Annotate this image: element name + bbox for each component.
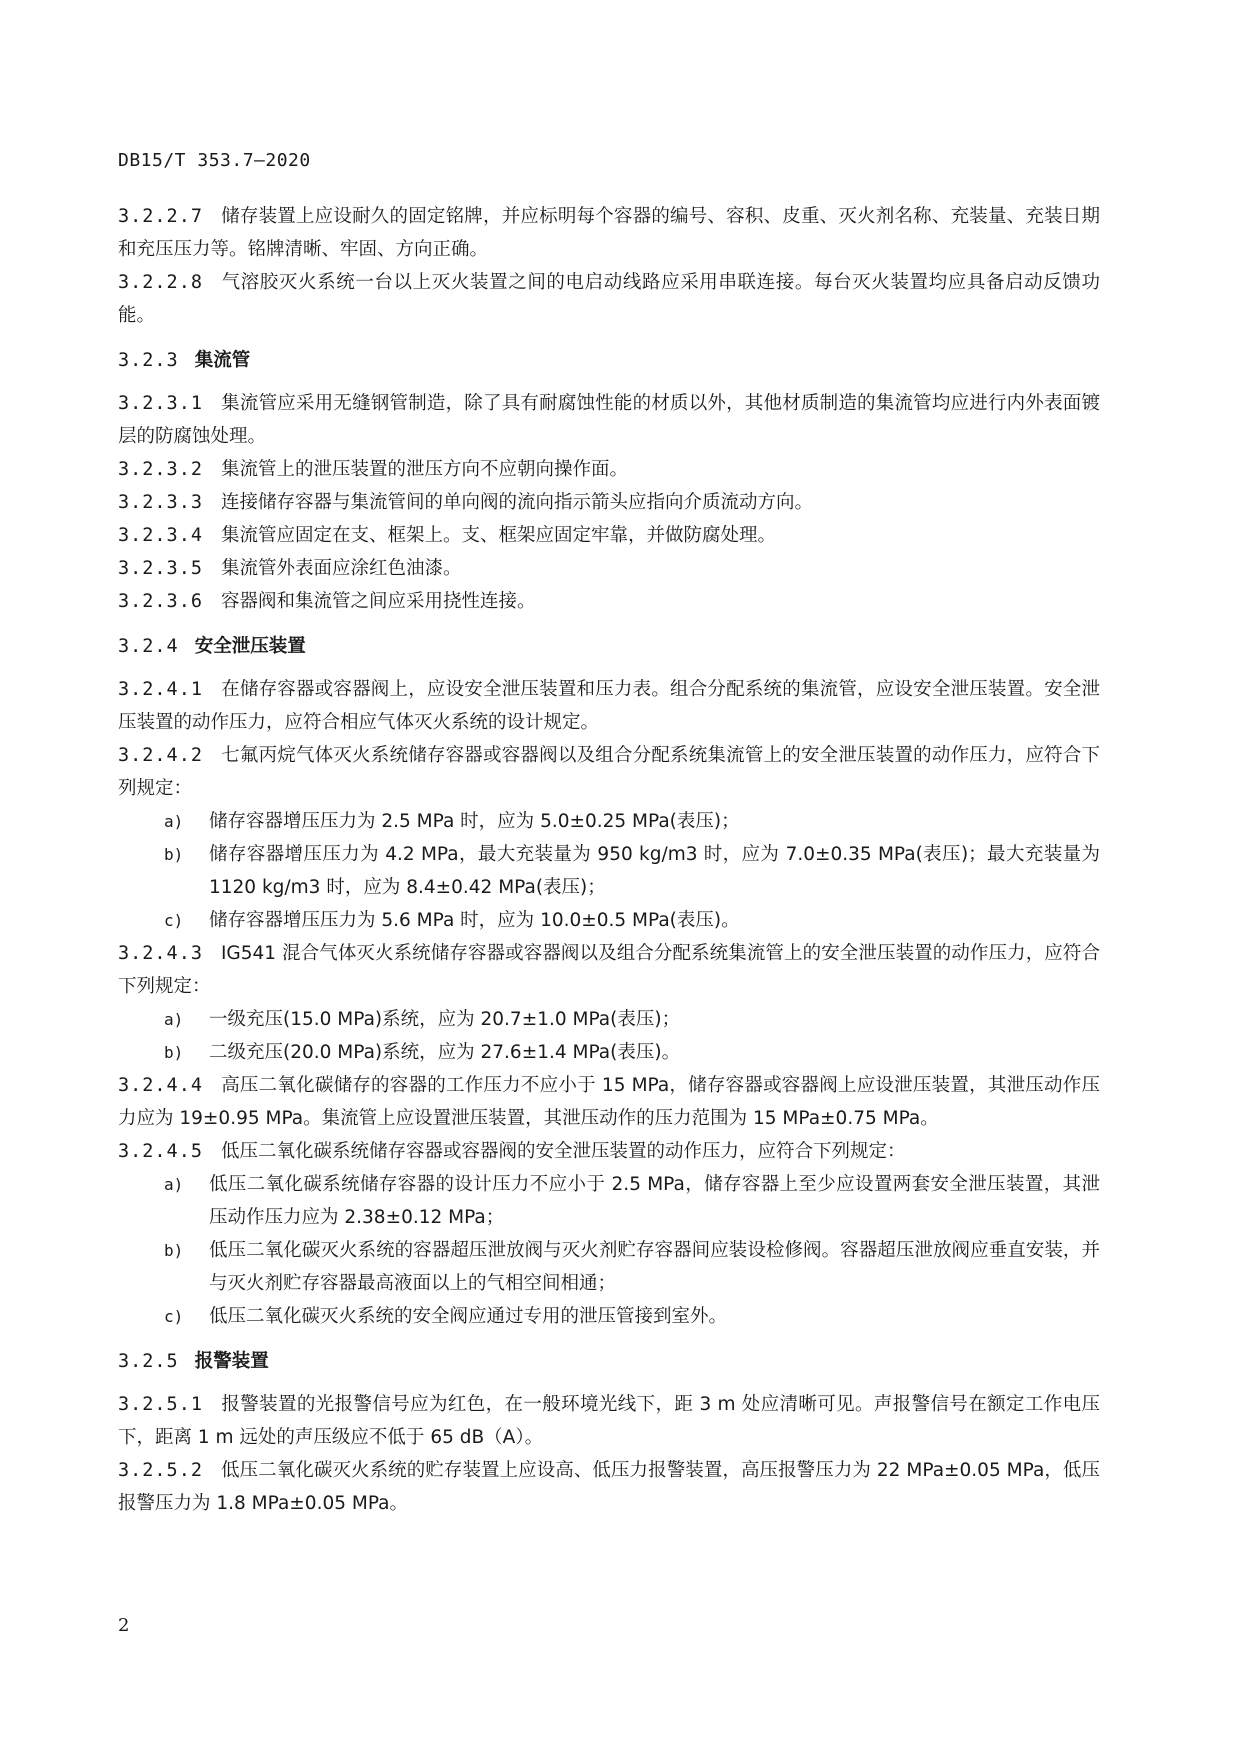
list-label: a) bbox=[164, 812, 184, 831]
list-item bbox=[164, 805, 1100, 838]
heading-title: 安全泄压装置 bbox=[194, 636, 306, 657]
clause-number: 3.2.3.5 bbox=[118, 558, 203, 579]
list-item bbox=[164, 1234, 1100, 1300]
clause-number: 3.2.4.4 bbox=[118, 1075, 203, 1096]
clause-text: 储存装置上应设耐久的固定铭牌，并应标明每个容器的编号、容积、皮重、灭火剂名称、充装量、充装日期和充压压力等。铭牌清晰、牢固、方向正确。 bbox=[118, 206, 1100, 260]
clause-number: 3.2.3.6 bbox=[118, 591, 203, 612]
clause-text: 低压二氧化碳系统储存容器或容器阀的安全泄压装置的动作压力，应符合下列规定： bbox=[220, 1141, 906, 1162]
clause-3-2-5-1 bbox=[118, 1388, 1100, 1454]
clause-3-2-3-4 bbox=[118, 519, 1100, 552]
heading-title: 报警装置 bbox=[194, 1351, 269, 1372]
clause-3-2-2-7 bbox=[118, 200, 1100, 266]
list-item bbox=[164, 1036, 1100, 1069]
heading-3-2-4 bbox=[118, 630, 1100, 663]
heading-3-2-5 bbox=[118, 1345, 1100, 1378]
clause-text: 连接储存容器与集流管间的单向阀的流向指示箭头应指向介质流动方向。 bbox=[220, 492, 813, 513]
doc-id-header: DB15/T 353.7—2020 bbox=[118, 150, 311, 171]
clause-text: 报警装置的光报警信号应为红色，在一般环境光线下，距 3 m 处应清晰可见。声报警信号在额定工作电压下，距离 1 m 远处的声压级应不低于 65 dB（A）。 bbox=[118, 1394, 1100, 1448]
list-label: b) bbox=[164, 845, 184, 864]
clause-number: 3.2.4.2 bbox=[118, 745, 203, 766]
heading-3-2-3 bbox=[118, 344, 1100, 377]
clause-text: 集流管应采用无缝钢管制造，除了具有耐腐蚀性能的材质以外，其他材质制造的集流管均应进行内外表面镀层的防腐蚀处理。 bbox=[118, 393, 1100, 447]
clause-3-2-3-6 bbox=[118, 585, 1100, 618]
clause-3-2-3-5 bbox=[118, 552, 1100, 585]
clause-number: 3.2.5.2 bbox=[118, 1460, 203, 1481]
clause-text: 集流管应固定在支、框架上。支、框架应固定牢靠，并做防腐处理。 bbox=[220, 525, 776, 546]
list-text: 储存容器增压压力为 2.5 MPa 时，应为 5.0±0.25 MPa(表压)； bbox=[209, 811, 740, 832]
clause-number: 3.2.4.5 bbox=[118, 1141, 203, 1162]
clause-3-2-3-2 bbox=[118, 453, 1100, 486]
list-label: c) bbox=[164, 911, 184, 930]
clause-text: 集流管上的泄压装置的泄压方向不应朝向操作面。 bbox=[220, 459, 628, 480]
clause-3-2-2-8 bbox=[118, 266, 1100, 332]
clause-3-2-3-3 bbox=[118, 486, 1100, 519]
list-item bbox=[164, 838, 1100, 904]
clause-text: IG541 混合气体灭火系统储存容器或容器阀以及组合分配系统集流管上的安全泄压装置的动作压力，应符合下列规定： bbox=[118, 943, 1100, 997]
clause-number: 3.2.4.1 bbox=[118, 679, 203, 700]
clause-3-2-4-1 bbox=[118, 673, 1100, 739]
clause-number: 3.2.3.2 bbox=[118, 459, 203, 480]
list-text: 储存容器增压压力为 5.6 MPa 时，应为 10.0±0.5 MPa(表压)。 bbox=[209, 910, 740, 931]
clause-3-2-3-1 bbox=[118, 387, 1100, 453]
clause-3-2-4-2 bbox=[118, 739, 1100, 805]
clause-3-2-5-2 bbox=[118, 1454, 1100, 1520]
clause-number: 3.2.3.4 bbox=[118, 525, 203, 546]
list-text: 储存容器增压压力为 4.2 MPa，最大充装量为 950 kg/m3 时，应为 7.0±0.35 MPa(表压)；最大充装量为 1120 kg/m3 时，应为 8.4±0.42 MPa(表压)； bbox=[209, 844, 1100, 898]
clause-number: 3.2.3.3 bbox=[118, 492, 203, 513]
heading-title: 集流管 bbox=[194, 350, 251, 371]
clause-text: 高压二氧化碳储存的容器的工作压力不应小于 15 MPa，储存容器或容器阀上应设泄压装置，其泄压动作压力应为 19±0.95 MPa。集流管上应设置泄压装置，其泄压动作的压力范围为 15 MPa±0.75 MPa。 bbox=[118, 1075, 1100, 1129]
clause-text: 气溶胶灭火系统一台以上灭火装置之间的电启动线路应采用串联连接。每台灭火装置均应具备启动反馈功能。 bbox=[118, 272, 1100, 326]
heading-number: 3.2.5 bbox=[118, 1351, 179, 1372]
clause-number: 3.2.4.3 bbox=[118, 943, 203, 964]
list-text: 低压二氧化碳系统储存容器的设计压力不应小于 2.5 MPa，储存容器上至少应设置两套安全泄压装置，其泄压动作压力应为 2.38±0.12 MPa； bbox=[209, 1174, 1100, 1228]
list-text: 低压二氧化碳灭火系统的安全阀应通过专用的泄压管接到室外。 bbox=[209, 1306, 728, 1327]
document-body bbox=[118, 200, 1100, 1520]
list-item bbox=[164, 1003, 1100, 1036]
list-label: b) bbox=[164, 1241, 184, 1260]
list-label: a) bbox=[164, 1175, 184, 1194]
list-item bbox=[164, 1168, 1100, 1234]
list-label: c) bbox=[164, 1307, 184, 1326]
clause-text: 集流管外表面应涂红色油漆。 bbox=[220, 558, 462, 579]
clause-number: 3.2.2.7 bbox=[118, 206, 203, 227]
clause-text: 容器阀和集流管之间应采用挠性连接。 bbox=[220, 591, 536, 612]
clause-text: 在储存容器或容器阀上，应设安全泄压装置和压力表。组合分配系统的集流管，应设安全泄压装置。安全泄压装置的动作压力，应符合相应气体灭火系统的设计规定。 bbox=[118, 679, 1100, 733]
list-label: a) bbox=[164, 1010, 184, 1029]
page-number: 2 bbox=[118, 1615, 130, 1636]
heading-number: 3.2.4 bbox=[118, 636, 179, 657]
clause-number: 3.2.3.1 bbox=[118, 393, 203, 414]
clause-number: 3.2.5.1 bbox=[118, 1394, 203, 1415]
clause-3-2-4-5 bbox=[118, 1135, 1100, 1168]
list-item bbox=[164, 1300, 1100, 1333]
list-text: 低压二氧化碳灭火系统的容器超压泄放阀与灭火剂贮存容器间应装设检修阀。容器超压泄放阀应垂直安装，并与灭火剂贮存容器最高液面以上的气相空间相通； bbox=[209, 1240, 1100, 1294]
clause-text: 低压二氧化碳灭火系统的贮存装置上应设高、低压力报警装置，高压报警压力为 22 MPa±0.05 MPa，低压报警压力为 1.8 MPa±0.05 MPa。 bbox=[118, 1460, 1100, 1514]
list-label: b) bbox=[164, 1043, 184, 1062]
list-item bbox=[164, 904, 1100, 937]
clause-text: 七氟丙烷气体灭火系统储存容器或容器阀以及组合分配系统集流管上的安全泄压装置的动作压力，应符合下列规定： bbox=[118, 745, 1100, 799]
heading-number: 3.2.3 bbox=[118, 350, 179, 371]
list-text: 二级充压(20.0 MPa)系统，应为 27.6±1.4 MPa(表压)。 bbox=[209, 1042, 681, 1063]
clause-3-2-4-3 bbox=[118, 937, 1100, 1003]
list-text: 一级充压(15.0 MPa)系统，应为 20.7±1.0 MPa(表压)； bbox=[209, 1009, 681, 1030]
clause-number: 3.2.2.8 bbox=[118, 272, 203, 293]
clause-3-2-4-4 bbox=[118, 1069, 1100, 1135]
